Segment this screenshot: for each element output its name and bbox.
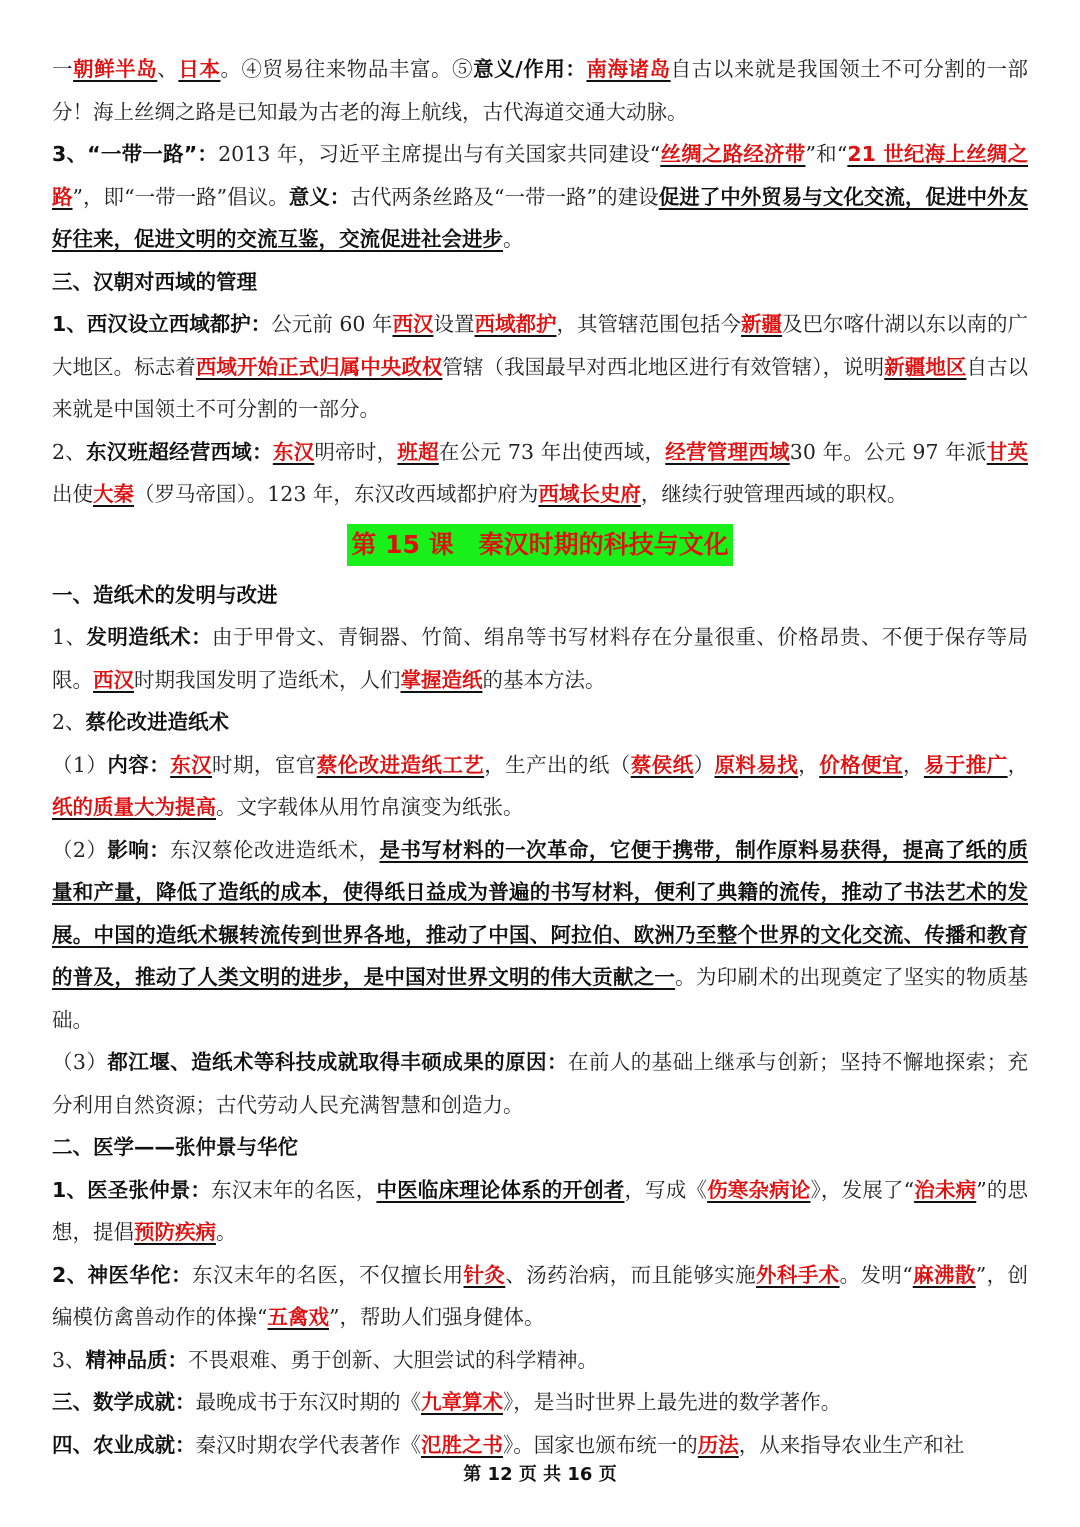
body-text: ”，创编模仿禽兽动作的体操“	[52, 1262, 1029, 1329]
paragraph	[52, 1041, 1028, 1126]
key-term: 东汉	[272, 439, 315, 464]
body-text: 。④贸易往来物品丰富。⑤	[220, 57, 474, 81]
paragraph	[52, 574, 1028, 617]
body-text: 。	[503, 227, 524, 251]
body-text: ）	[693, 752, 715, 777]
bold-label: 一、造纸术的发明与改进	[52, 582, 278, 607]
key-term: 西域长史府	[538, 482, 641, 506]
paragraph	[52, 261, 1028, 304]
key-term: 新疆	[741, 312, 783, 336]
body-text: ，继续行驶管理西域的职权。	[640, 482, 908, 506]
paragraph	[52, 1169, 1028, 1254]
body-text: 》，发展了“	[810, 1177, 915, 1202]
body-text: 。发明“	[839, 1262, 913, 1287]
key-term: 历法	[697, 1432, 739, 1457]
bold-label: 意义：	[288, 184, 351, 209]
body-text: 自古以来就是中国领土不可分割的一部分。	[52, 354, 1029, 421]
bold-label: 1、西汉设立西域都护：	[52, 312, 272, 336]
body-text: ，写成《	[624, 1177, 708, 1202]
key-term: 南海诸岛	[586, 57, 671, 81]
body-text: （罗马帝国）。123 年，东汉改西域都护府为	[134, 482, 539, 506]
key-term: 九章算术	[421, 1390, 503, 1414]
body-text: 的基本方法。	[482, 667, 606, 692]
body-text: ”的思想，提倡	[52, 1177, 1029, 1244]
key-term: 班超	[397, 439, 439, 464]
body-text: ，	[1007, 752, 1029, 777]
body-text: 时期我国发明了造纸术，人们	[134, 667, 401, 692]
body-text: 2013 年，习近平主席提出与有关国家共同建设“	[218, 142, 661, 166]
body-text: 》，是当时世界上最先进的数学著作。	[503, 1390, 842, 1414]
paragraph	[52, 1339, 1028, 1382]
paragraph	[52, 303, 1028, 431]
key-term: 新疆地区	[884, 354, 967, 379]
body-text: 秦汉时期农学代表著作《	[195, 1432, 421, 1457]
paragraph	[52, 616, 1028, 701]
bold-label: 东汉班超经营西域：	[86, 439, 273, 464]
bold-label: 三、汉朝对西域的管理	[52, 269, 257, 294]
underlined-statement: 中医临床理论体系的开创者	[376, 1177, 625, 1202]
body-text: 由于甲骨文、青铜器、竹简、绢帛等书写材料存在分量很重、价格昂贵、不便于保存等局限。	[52, 625, 1029, 692]
body-text: 及巴尔喀什湖以东以南的广大地区。标志着	[52, 312, 1029, 379]
underlined-statement: 促进了中外贸易与文化交流，促进中外友好往来，促进文明的交流互鉴，交流促进社会进步	[52, 184, 1029, 251]
body-text: ，从来指导农业生产和社	[738, 1432, 965, 1457]
body-text: （1）	[52, 752, 108, 777]
page-footer: 第 12 页 共 16 页	[463, 1464, 617, 1485]
key-term: 西域都护	[474, 312, 557, 336]
bold-label: 四、农业成就：	[52, 1432, 196, 1457]
bold-label: 蔡伦改进造纸术	[85, 710, 230, 734]
bold-label: 3、“一带一路”：	[52, 142, 219, 166]
body-text: ”，即“一带一路”倡议。	[72, 184, 289, 209]
body-text: 管辖（我国最早对西北地区进行有效管辖），说明	[442, 354, 885, 379]
paragraph	[52, 431, 1028, 516]
body-text: 古代两条丝路及“一带一路”的建设	[350, 184, 659, 209]
body-text: （2）	[52, 837, 108, 862]
key-term: 朝鲜半岛	[73, 57, 158, 81]
bold-label: 三、数学成就：	[52, 1390, 196, 1414]
body-text: 。为印刷术的出现奠定了坚实的物质基础。	[52, 965, 1029, 1032]
body-text: 东汉末年的名医，	[211, 1177, 377, 1202]
key-term: 针灸	[463, 1262, 506, 1287]
bold-label: 内容：	[107, 752, 171, 777]
body-text: 。文字载体从用竹帛演变为纸张。	[216, 795, 524, 819]
key-term: 甘英	[986, 439, 1029, 464]
body-text: 不畏艰难、勇于创新、大胆尝试的科学精神。	[188, 1347, 599, 1372]
bold-label: 二、医学——张仲景与华佗	[52, 1135, 298, 1159]
body-text: 》。国家也颁布统一的	[503, 1432, 698, 1457]
lesson-heading-row	[52, 516, 1028, 574]
body-text: 30 年。公元 97 年派	[789, 439, 987, 464]
lesson-title: 第 15 课 秦汉时期的科技与文化	[347, 524, 732, 566]
body-text: ，生产出的纸（	[484, 752, 631, 777]
key-term: 蔡伦改进造纸工艺	[316, 752, 485, 777]
key-term: 预防疾病	[134, 1220, 216, 1244]
body-text: ”，帮助人们强身健体。	[328, 1305, 545, 1329]
body-text: 在前人的基础上继承与创新；坚持不懈地探索；充分利用自然资源；古代劳动人民充满智慧和创造力。	[52, 1050, 1029, 1117]
body-text: 明帝时，	[314, 439, 398, 464]
body-text: 一	[52, 57, 74, 81]
body-text: 出使	[52, 482, 93, 506]
paragraph	[52, 133, 1028, 261]
body-text: 时期，宦官	[212, 752, 317, 777]
paragraph	[52, 48, 1028, 133]
body-text: 3、	[52, 1347, 86, 1372]
key-term: 麻沸散	[912, 1262, 976, 1287]
key-term: 掌握造纸	[400, 667, 483, 692]
key-term: 蔡侯纸	[630, 752, 694, 777]
body-text: ”和“	[805, 142, 848, 166]
key-term: 伤寒杂病论	[707, 1177, 811, 1202]
body-text: 在公元 73 年出使西域，	[438, 439, 666, 464]
bold-label: 1、医圣张仲景：	[52, 1177, 212, 1202]
bold-label: 意义/作用：	[473, 57, 587, 81]
key-term: 治未病	[914, 1177, 977, 1202]
key-term: 外科手术	[756, 1262, 840, 1287]
body-text: 最晚成书于东汉时期的《	[195, 1390, 421, 1414]
key-term: 西域开始正式归属中央政权	[195, 354, 443, 379]
body-text: 公元前 60 年	[271, 312, 393, 336]
key-term: 东汉	[170, 752, 213, 777]
body-text: 1、	[52, 625, 87, 649]
paragraph	[52, 1126, 1028, 1169]
body-text: 、	[157, 57, 179, 81]
key-term: 西汉	[392, 312, 434, 336]
body-text: ，	[798, 752, 820, 777]
body-text: 东汉末年的名医，不仅擅长用	[191, 1262, 464, 1287]
bold-label: 都江堰、造纸术等科技成就取得丰硕成果的原因：	[107, 1050, 568, 1074]
body-text: 2、	[52, 439, 87, 464]
body-text: （3）	[52, 1050, 108, 1074]
key-term: 氾胜之书	[421, 1432, 503, 1457]
key-term: 五禽戏	[267, 1305, 329, 1329]
key-term: 大秦	[93, 482, 134, 506]
paragraph	[52, 1381, 1028, 1424]
bold-label: 2、神医华佗：	[52, 1262, 192, 1287]
key-term: 原料易找	[714, 752, 799, 777]
body-text: ，其管辖范围包括今	[556, 312, 742, 336]
body-text: 、汤药治病，而且能够实施	[505, 1262, 756, 1287]
paragraph	[52, 744, 1028, 829]
key-term: 易于推广	[923, 752, 1008, 777]
paragraph	[52, 701, 1028, 744]
body-text: 。	[216, 1220, 237, 1244]
body-text: 自古以来就是我国领土不可分割的一部分！海上丝绸之路是已知最为古老的海上航线，古代海道交通大动脉。	[52, 57, 1029, 124]
key-term: 丝绸之路经济带	[660, 142, 806, 166]
key-term: 日本	[178, 57, 221, 81]
key-term: 经营管理西域	[665, 439, 790, 464]
document-body	[52, 48, 1028, 1466]
paragraph	[52, 1254, 1028, 1339]
bold-label: 精神品质：	[85, 1347, 189, 1372]
body-text: 东汉蔡伦改进造纸术，	[170, 837, 380, 862]
underlined-statement: 是书写材料的一次革命，它便于携带，制作原料易获得，提高了纸的质量和产量，降低了造纸的成本，使得纸日益成为普遍的书写材料，便利了典籍的流传，推动了书法艺术的发展。中国的造纸术辗转流传到世界各地，推动了中国、阿拉伯、欧洲乃至整个世界的文化交流、传播和教育的普及，推动了人类文明的进步，是中国对世界文明的伟大贡献之一	[52, 837, 1029, 989]
key-term: 21 世纪海上丝绸之路	[52, 142, 1028, 209]
paragraph	[52, 829, 1028, 1042]
body-text: ，	[902, 752, 924, 777]
body-text: 设置	[433, 312, 475, 336]
bold-label: 影响：	[107, 837, 171, 862]
key-term: 西汉	[93, 667, 134, 692]
body-text: 2、	[52, 710, 86, 734]
key-term: 纸的质量大为提高	[52, 795, 216, 819]
key-term: 价格便宜	[819, 752, 903, 777]
bold-label: 发明造纸术：	[86, 625, 213, 649]
